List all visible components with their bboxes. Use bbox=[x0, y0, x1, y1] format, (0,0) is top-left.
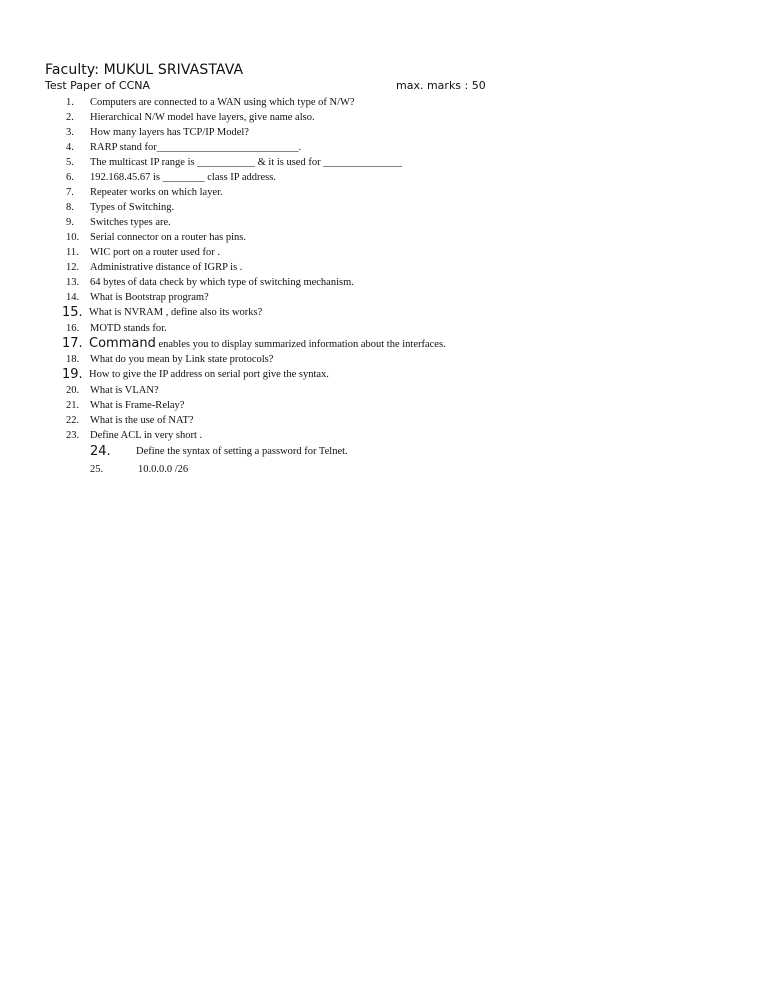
question-number: 9. bbox=[66, 217, 74, 228]
question-item bbox=[0, 230, 700, 245]
question-number: 21. bbox=[66, 400, 80, 411]
question-number: 13. bbox=[66, 277, 80, 288]
question-text: Repeater works on which layer. bbox=[90, 187, 223, 198]
question-item bbox=[0, 413, 700, 428]
question-number: 2. bbox=[66, 112, 74, 123]
question-text: What is Bootstrap program? bbox=[90, 292, 209, 303]
question-text: Administrative distance of IGRP is . bbox=[90, 262, 243, 273]
question-number: 4. bbox=[66, 142, 74, 153]
question-item bbox=[0, 321, 700, 336]
question-item bbox=[0, 444, 700, 462]
question-text-rest: enables you to display summarized information about the interfaces. bbox=[155, 339, 446, 350]
question-text: 10.0.0.0 /26 bbox=[138, 464, 189, 475]
question-number: 7. bbox=[66, 187, 74, 198]
question-text: Serial connector on a router has pins. bbox=[90, 232, 246, 243]
question-item bbox=[0, 398, 700, 413]
question-number: 1. bbox=[66, 97, 74, 108]
question-number: 3. bbox=[66, 127, 74, 138]
question-text: Computers are connected to a WAN using which type of N/W? bbox=[90, 97, 355, 108]
question-list bbox=[0, 95, 700, 477]
question-text: WIC port on a router used for . bbox=[90, 247, 221, 258]
question-text: 64 bytes of data check by which type of switching mechanism. bbox=[90, 277, 354, 288]
question-number: 15. bbox=[62, 305, 83, 320]
question-item bbox=[0, 275, 700, 290]
question-number: 16. bbox=[66, 323, 80, 334]
question-number: 10. bbox=[66, 232, 80, 243]
question-number: 12. bbox=[66, 262, 80, 273]
question-text: RARP stand for___________________________. bbox=[90, 142, 302, 153]
question-number: 8. bbox=[66, 202, 74, 213]
question-item bbox=[0, 290, 700, 305]
question-item bbox=[0, 170, 700, 185]
question-number: 5. bbox=[66, 157, 74, 168]
faculty-heading: Faculty: MUKUL SRIVASTAVA bbox=[45, 62, 244, 78]
question-text: What is Frame-Relay? bbox=[90, 400, 185, 411]
question-item bbox=[0, 462, 700, 477]
question-item bbox=[0, 140, 700, 155]
question-item bbox=[0, 305, 700, 321]
question-item bbox=[0, 110, 700, 125]
question-number: 24. bbox=[90, 444, 111, 459]
question-item bbox=[0, 428, 700, 443]
question-number: 20. bbox=[66, 385, 80, 396]
question-number: 18. bbox=[66, 354, 80, 365]
question-text: The multicast IP range is ___________ & it is used for _______________ bbox=[90, 157, 402, 168]
question-text: Types of Switching. bbox=[90, 202, 175, 213]
question-text: What is VLAN? bbox=[90, 385, 159, 396]
question-item bbox=[0, 155, 700, 170]
question-text: Switches types are. bbox=[90, 217, 171, 228]
question-number: 11. bbox=[66, 247, 79, 258]
question-text: Hierarchical N/W model have layers, give name also. bbox=[90, 112, 315, 123]
question-text: Define ACL in very short . bbox=[90, 430, 203, 441]
question-number: 19. bbox=[62, 367, 83, 382]
question-item bbox=[0, 125, 700, 140]
question-item bbox=[0, 383, 700, 398]
question-item bbox=[0, 352, 700, 367]
question-text bbox=[89, 336, 446, 352]
question-number: 22. bbox=[66, 415, 80, 426]
question-number: 14. bbox=[66, 292, 80, 303]
question-lead-word: Command bbox=[89, 336, 156, 351]
question-number: 23. bbox=[66, 430, 80, 441]
question-item bbox=[0, 367, 700, 383]
question-text: How many layers has TCP/IP Model? bbox=[90, 127, 249, 138]
paper-title: Test Paper of CCNA bbox=[45, 79, 151, 92]
question-number: 17. bbox=[62, 336, 83, 351]
question-text: How to give the IP address on serial port give the syntax. bbox=[89, 369, 329, 380]
question-text: What do you mean by Link state protocols? bbox=[90, 354, 274, 365]
question-item bbox=[0, 185, 700, 200]
question-item bbox=[0, 215, 700, 230]
question-text: MOTD stands for. bbox=[90, 323, 167, 334]
question-text: What is the use of NAT? bbox=[90, 415, 194, 426]
question-text: Define the syntax of setting a password for Telnet. bbox=[136, 446, 348, 457]
question-item bbox=[0, 95, 700, 110]
question-text: What is NVRAM , define also its works? bbox=[89, 307, 263, 318]
question-item bbox=[0, 336, 700, 352]
max-marks: max. marks : 50 bbox=[396, 79, 486, 92]
question-item bbox=[0, 200, 700, 215]
question-number: 25. bbox=[90, 464, 104, 475]
question-item bbox=[0, 260, 700, 275]
question-item bbox=[0, 245, 700, 260]
question-text: 192.168.45.67 is ________ class IP address. bbox=[90, 172, 276, 183]
question-number: 6. bbox=[66, 172, 74, 183]
